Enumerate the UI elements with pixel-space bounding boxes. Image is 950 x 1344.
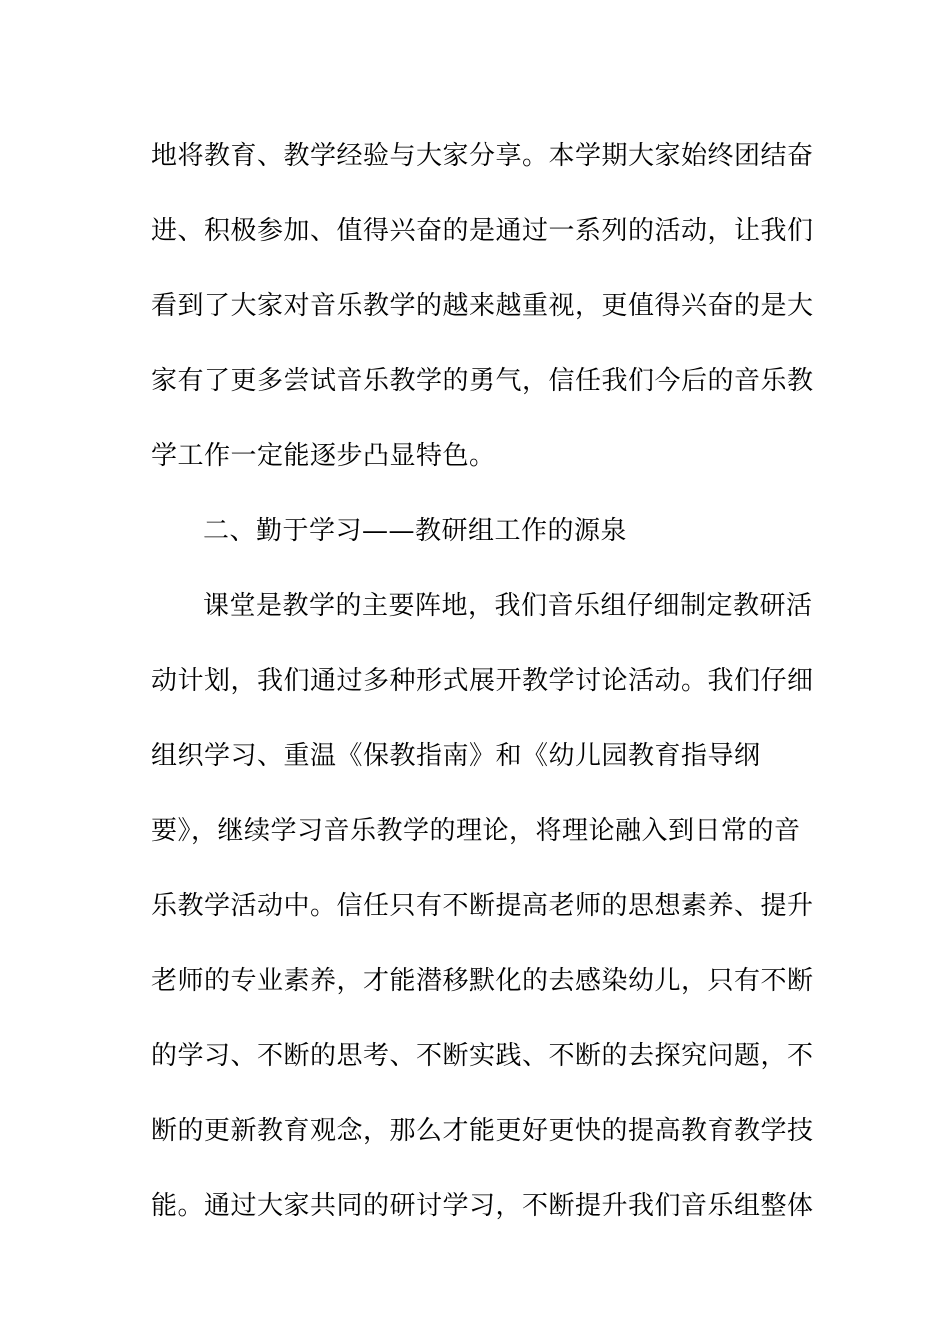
paragraph-line: 老师的专业素养，才能潜移默化的去感染幼儿，只有不断 [151,966,814,996]
paragraph-line: 学工作一定能逐步凸显特色。 [151,441,496,471]
paragraph-line: 组织学习、重温《保教指南》和《幼儿园教育指导纲 [151,741,761,771]
paragraph-line: 进、积极参加、值得兴奋的是通过一系列的活动，让我们 [151,216,814,246]
paragraph-line: 的学习、不断的思考、不断实践、不断的去探究问题，不 [151,1041,814,1071]
paragraph-line: 断的更新教育观念，那么才能更好更快的提高教育教学技 [151,1116,814,1146]
paragraph-line: 课堂是教学的主要阵地，我们音乐组仔细制定教研活 [203,591,813,621]
paragraph-line: 要》，继续学习音乐教学的理论，将理论融入到日常的音 [151,816,801,846]
paragraph-line: 地将教育、教学经验与大家分享。本学期大家始终团结奋 [151,141,814,171]
paragraph-line: 看到了大家对音乐教学的越来越重视，更值得兴奋的是大 [151,291,814,321]
paragraph-line: 能。通过大家共同的研讨学习，不断提升我们音乐组整体 [151,1191,814,1221]
paragraph-line: 家有了更多尝试音乐教学的勇气，信任我们今后的音乐教 [151,366,814,396]
paragraph-line: 乐教学活动中。信任只有不断提高老师的思想素养、提升 [151,891,814,921]
paragraph-line: 动计划，我们通过多种形式展开教学讨论活动。我们仔细 [151,666,814,696]
section-heading: 二、勤于学习——教研组工作的源泉 [203,516,628,546]
